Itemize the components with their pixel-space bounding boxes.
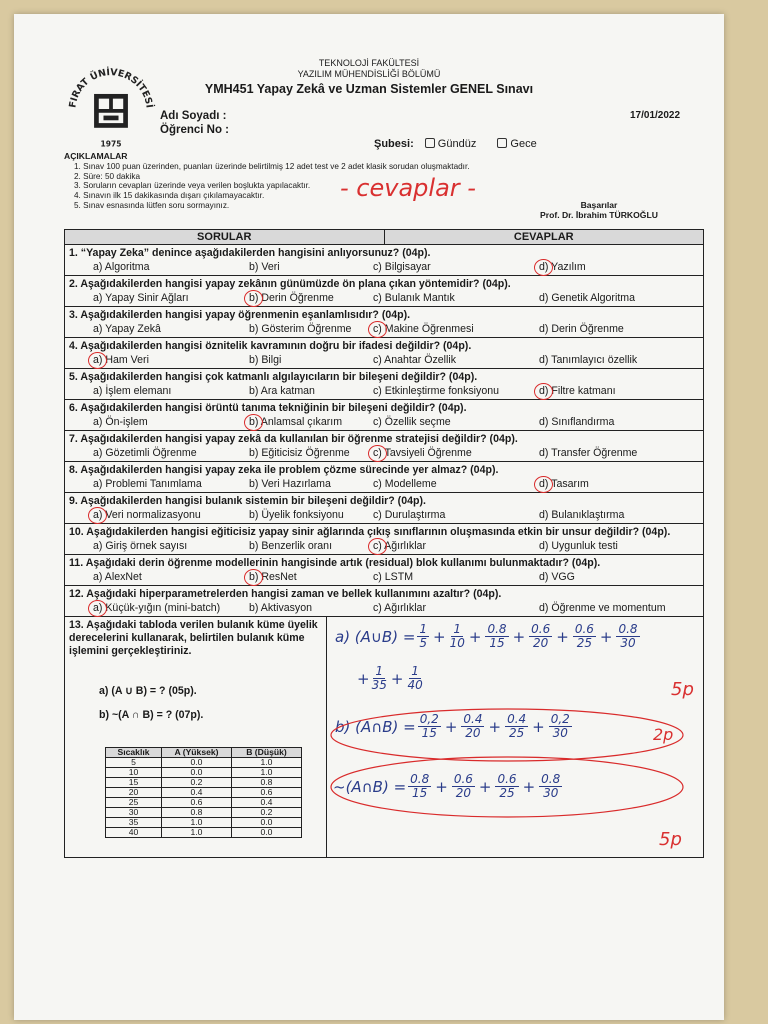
question-text: 6. Aşağıdakilerden hangisi örüntü tanıma tekniğinin bir bileşeni değildir? (04p). xyxy=(69,402,467,414)
answer-a-line1: a) (A∪B) = $\frac{1}{5}$ + $\frac{1}{10}$ + $\frac{0.8}{15}$ + $\frac{0.6}{20}$ + $\frac{0.6}{25}$ + $\frac{0.8}{30}$ xyxy=(335,622,638,650)
fraction-numerator: 0.4 xyxy=(507,712,527,726)
fraction-numerator: 0.8 xyxy=(487,622,507,636)
answer-option[interactable] xyxy=(539,478,589,490)
answer-b-score: 2p xyxy=(653,725,674,744)
exam-date: 17/01/2022 xyxy=(630,110,681,121)
answer-option[interactable] xyxy=(93,323,161,335)
question-text: 2. Aşağıdakilerden hangisi yapay zekânın günümüzde ön plana çıkan yöntemidir? (04p). xyxy=(69,278,511,290)
fraction-term xyxy=(450,623,465,650)
question-row xyxy=(65,431,703,462)
table-cell: 0.6 xyxy=(162,798,232,808)
answer-option[interactable] xyxy=(249,323,351,335)
question-text: 7. Aşağıdakilerden hangisi yapay zekâ da kullanılan bir öğrenme stratejisi değildir? (04p). xyxy=(69,433,518,445)
fraction-term xyxy=(452,773,475,800)
answer-options xyxy=(65,445,703,461)
answer-option-label: d) Tasarım xyxy=(539,478,589,490)
question-13-part-a: a) (A ∪ B) = ? (05p). xyxy=(99,685,197,697)
instruction-item: 5. Sınav esnasında lütfen soru sormayınız. xyxy=(74,200,230,210)
answer-option-label: c) Tavsiyeli Öğrenme xyxy=(373,447,472,459)
fraction-denominator: 40 xyxy=(407,678,423,692)
question-text: 5. Aşağıdakilerden hangisi çok katmanlı algılayıcıların bir bileşeni değildir? (04p). xyxy=(69,371,478,383)
answer-option-label: c) Ağırlıklar xyxy=(373,602,426,614)
answer-option-label: d) Derin Öğrenme xyxy=(539,323,624,335)
fraction-denominator: 15 xyxy=(489,636,505,650)
answer-option-label: b) Üyelik fonksiyonu xyxy=(249,509,344,521)
fraction-numerator: 0.8 xyxy=(541,772,561,786)
question-row xyxy=(65,245,703,276)
handwritten-answers xyxy=(327,617,703,857)
answer-option[interactable] xyxy=(539,323,624,335)
signature-wish: Başarılar xyxy=(580,200,618,210)
marked-answer-circle xyxy=(244,569,263,586)
answer-c-line: ~(A∩B) = $\frac{0.8}{15}$ + $\frac{0.6}{20}$ + $\frac{0.6}{25}$ + $\frac{0.8}{30}$ xyxy=(333,772,561,800)
exam-paper xyxy=(14,14,724,1020)
fraction-numerator: 0.6 xyxy=(453,772,473,786)
answer-option[interactable] xyxy=(373,540,426,552)
answer-option[interactable] xyxy=(93,416,148,428)
table-row xyxy=(106,788,302,798)
fraction-numerator: 1 xyxy=(453,622,462,636)
question-row xyxy=(65,338,703,369)
question-text: 1. “Yapay Zeka” denince aşağıdakilerden hangisini anlıyorsunuz? (04p). xyxy=(69,247,431,259)
instruction-item: 1. Sınav 100 puan üzerinden, puanları üzerinde belirtilmiş 12 adet test ve 2 adet klasik sorudan oluşmaktadır. xyxy=(74,161,470,171)
marked-answer-circle xyxy=(534,383,553,400)
fraction-numerator: 0.8 xyxy=(410,772,430,786)
marked-answer-circle xyxy=(368,321,387,338)
fraction-term xyxy=(573,623,596,650)
answer-option-label: c) LSTM xyxy=(373,571,414,583)
answer-option[interactable] xyxy=(539,292,635,304)
table-cell: 25 xyxy=(106,798,162,808)
answer-option-label: a) Gözetimli Öğrenme xyxy=(93,447,197,459)
answer-option-label: c) Özellik seçme xyxy=(373,416,451,428)
answer-option[interactable] xyxy=(93,292,189,304)
shift-night-checkbox[interactable] xyxy=(497,138,507,148)
signature-name: Prof. Dr. İbrahim TÜRKOĞLU xyxy=(540,210,658,220)
table-cell: 0.6 xyxy=(232,788,302,798)
fraction-denominator: 35 xyxy=(371,678,387,692)
answer-option-label: b) Benzerlik oranı xyxy=(249,540,333,552)
answer-a-prefix: a) (A∪B) = xyxy=(335,627,416,646)
answer-option[interactable] xyxy=(93,478,202,490)
question-text: 12. Aşağıdaki hiperparametrelerden hangisi zaman ve bellek kullanımını azaltır? (04p). xyxy=(69,588,502,600)
marked-answer-circle xyxy=(88,507,107,524)
fraction-numerator: 0.6 xyxy=(497,772,517,786)
logo-arc-text: FIRAT ÜNİVERSİTESİ xyxy=(67,67,155,109)
fraction-numerator: 0,2 xyxy=(550,712,570,726)
answer-option[interactable] xyxy=(93,447,197,459)
answer-options xyxy=(65,538,703,554)
question-text: 11. Aşağıdaki derin öğrenme modellerinin hangisinde artık (residual) blok kullanımı bulunmaktadır? (04p). xyxy=(69,557,601,569)
answer-option[interactable] xyxy=(539,385,616,397)
answer-options xyxy=(65,507,703,523)
answer-option[interactable] xyxy=(93,385,171,397)
shift-day-label: Gündüz xyxy=(437,138,477,150)
question-row xyxy=(65,462,703,493)
exam-title: YMH451 Yapay Zekâ ve Uzman Sistemler GENEL Sınavı xyxy=(204,82,534,96)
answer-option-label: c) Bilgisayar xyxy=(373,261,431,273)
answer-options xyxy=(65,290,703,306)
answer-option-label: d) Yazılım xyxy=(539,261,586,273)
fraction-numerator: 0.6 xyxy=(531,622,551,636)
answer-a-score: 5p xyxy=(671,679,694,700)
question-text: 9. Aşağıdakilerden hangisi bulanık sistemin bir bileşeni değildir? (04p). xyxy=(69,495,426,507)
table-row xyxy=(106,758,302,768)
question-13 xyxy=(65,617,703,857)
fuzzy-table-header: Sıcaklık xyxy=(106,748,162,758)
answer-option[interactable] xyxy=(373,292,455,304)
fraction-denominator: 20 xyxy=(455,786,471,800)
answer-option[interactable] xyxy=(93,540,187,552)
answer-option[interactable] xyxy=(93,571,142,583)
answer-option-label: b) Veri Hazırlama xyxy=(249,478,331,490)
name-label: Adı Soyadı : xyxy=(160,110,227,122)
answer-option-label: a) Giriş örnek sayısı xyxy=(93,540,188,552)
answer-option-label: b) Bilgi xyxy=(249,354,282,366)
table-cell: 0.4 xyxy=(162,788,232,798)
fraction-term xyxy=(616,623,639,650)
answer-option-label: a) AlexNet xyxy=(93,571,142,583)
question-13-prompt xyxy=(65,617,327,857)
answer-option-label: d) Sınıflandırma xyxy=(539,416,615,428)
fraction-denominator: 25 xyxy=(499,786,515,800)
answer-option-label: d) Transfer Öğrenme xyxy=(539,447,638,459)
table-row xyxy=(106,768,302,778)
table-cell: 10 xyxy=(106,768,162,778)
fraction-denominator: 25 xyxy=(508,726,525,740)
answer-option[interactable] xyxy=(249,261,280,273)
answer-option-label: a) Veri normalizasyonu xyxy=(93,509,201,521)
answer-option[interactable] xyxy=(373,261,431,273)
table-row xyxy=(106,798,302,808)
fraction-term xyxy=(539,773,562,800)
col-questions: SORULAR xyxy=(65,230,385,244)
answer-option-label: d) Öğrenme ve momentum xyxy=(539,602,666,614)
fraction-denominator: 20 xyxy=(533,636,549,650)
marked-answer-circle xyxy=(534,476,553,493)
shift-selector xyxy=(374,138,537,150)
answer-c-prefix: ~(A∩B) = xyxy=(333,777,407,796)
answer-option[interactable] xyxy=(373,323,474,335)
table-row xyxy=(106,808,302,818)
marked-answer-circle xyxy=(244,414,263,431)
answer-option-label: d) Filtre katmanı xyxy=(539,385,616,397)
question-row xyxy=(65,369,703,400)
table-cell: 0.2 xyxy=(162,778,232,788)
logo-year: 1975 xyxy=(100,139,122,149)
question-row xyxy=(65,555,703,586)
fraction-numerator: 0,2 xyxy=(419,712,439,726)
marked-answer-circle xyxy=(88,600,107,617)
fraction-numerator: 1 xyxy=(411,664,419,678)
table-cell: 0.0 xyxy=(232,828,302,838)
answer-option-label: a) İşlem elemanı xyxy=(93,385,172,397)
answer-option-label: c) Bulanık Mantık xyxy=(373,292,455,304)
table-cell: 35 xyxy=(106,818,162,828)
answer-options xyxy=(65,476,703,492)
table-cell: 0.8 xyxy=(162,808,232,818)
question-13-text: 13. Aşağıdaki tabloda verilen bulanık küme üyelik derecelerini kullanarak, belirtilen bulanık küme işlemini gerçekleştiriniz. xyxy=(69,619,318,657)
answer-options xyxy=(65,352,703,368)
fraction-numerator: 1 xyxy=(419,622,428,636)
fraction-numerator: 1 xyxy=(375,664,384,678)
table-cell: 30 xyxy=(106,808,162,818)
answer-options xyxy=(65,569,703,585)
answer-option-label: b) Aktivasyon xyxy=(249,602,313,614)
fuzzy-table-header: B (Düşük) xyxy=(232,748,302,758)
marked-answer-circle xyxy=(368,538,387,555)
question-row xyxy=(65,400,703,431)
answer-options xyxy=(65,383,703,399)
answer-option[interactable] xyxy=(373,354,456,366)
answer-options xyxy=(65,321,703,337)
question-text: 3. Aşağıdakilerden hangisi yapay öğrenmenin eşanlamlısıdır? (04p). xyxy=(69,309,411,321)
answer-option[interactable] xyxy=(539,602,666,614)
fraction-term xyxy=(408,773,431,800)
fraction-denominator: 5 xyxy=(419,636,428,650)
answer-options xyxy=(65,600,703,616)
answer-option[interactable] xyxy=(539,509,624,521)
table-cell: 0.0 xyxy=(162,758,232,768)
answer-option[interactable] xyxy=(249,509,344,521)
fraction-term xyxy=(529,623,552,650)
questions-table xyxy=(64,229,704,858)
table-cell: 0.0 xyxy=(232,818,302,828)
number-label: Öğrenci No : xyxy=(160,124,230,136)
question-13-part-b: b) ~(A ∩ B) = ? (07p). xyxy=(99,709,204,721)
answer-option[interactable] xyxy=(539,261,586,273)
table-cell: 15 xyxy=(106,778,162,788)
answer-option[interactable] xyxy=(373,447,472,459)
answer-option-label: a) Yapay Zekâ xyxy=(93,323,161,335)
fraction-term xyxy=(485,623,508,650)
fraction-term xyxy=(417,623,429,650)
answer-options xyxy=(65,414,703,430)
answer-option[interactable] xyxy=(249,447,350,459)
answer-option-label: d) Tanımlayıcı özellik xyxy=(539,354,638,366)
answer-option[interactable] xyxy=(373,478,437,490)
answer-option[interactable] xyxy=(249,540,332,552)
table-cell: 40 xyxy=(106,828,162,838)
fraction-numerator: 0.6 xyxy=(574,622,594,636)
answer-option-label: c) Makine Öğrenmesi xyxy=(373,323,474,335)
handwritten-note: - cevaplar - xyxy=(340,174,476,202)
question-text: 8. Aşağıdakilerden hangisi yapay zeka ile problem çözme sürecinde yer almaz? (04p). xyxy=(69,464,499,476)
answer-option[interactable] xyxy=(373,602,426,614)
question-text: 4. Aşağıdakilerden hangisi öznitelik kavramının doğru bir ifadesi değildir? (04p). xyxy=(69,340,472,352)
instruction-item: 4. Sınavın ilk 15 dakikasında dışarı çıkılamayacaktır. xyxy=(74,191,265,201)
answer-option[interactable] xyxy=(373,385,499,397)
answer-option[interactable] xyxy=(249,292,334,304)
answer-b-line: b) (A∩B) = $\frac{0,2}{15}$ + $\frac{0.4}{20}$ + $\frac{0.4}{25}$ + $\frac{0,2}{30}$ xyxy=(335,712,570,740)
fraction-term xyxy=(495,773,518,800)
answer-options xyxy=(65,259,703,275)
answer-option-label: a) Ön-işlem xyxy=(93,416,148,428)
fuzzy-table-header: A (Yüksek) xyxy=(162,748,232,758)
answer-option[interactable] xyxy=(539,540,618,552)
fraction-denominator: 25 xyxy=(576,636,592,650)
marked-answer-circle xyxy=(88,352,107,369)
answer-option-label: b) ResNet xyxy=(249,571,297,583)
answer-option-label: b) Ara katman xyxy=(249,385,315,397)
table-header xyxy=(65,230,703,245)
fraction-term xyxy=(372,665,387,692)
answer-highlight-loop xyxy=(327,707,703,827)
answer-option[interactable] xyxy=(539,571,575,583)
answer-option[interactable] xyxy=(249,385,315,397)
question-row xyxy=(65,493,703,524)
fraction-denominator: 10 xyxy=(449,636,465,650)
answer-option-label: d) Uygunluk testi xyxy=(539,540,618,552)
answer-option[interactable] xyxy=(249,416,342,428)
answer-a-line2: + $\frac{1}{35}$ + $\frac{1}{40}$ xyxy=(357,664,423,692)
marked-answer-circle xyxy=(368,445,387,462)
answer-c-score: 5p xyxy=(659,829,682,850)
fraction-denominator: 15 xyxy=(421,726,437,740)
answer-option[interactable] xyxy=(93,602,220,614)
question-row xyxy=(65,276,703,307)
answer-option-label: c) Durulaştırma xyxy=(373,509,446,521)
table-cell: 1.0 xyxy=(162,818,232,828)
answer-option[interactable] xyxy=(539,447,637,459)
table-cell: 20 xyxy=(106,788,162,798)
fraction-denominator: 30 xyxy=(620,636,636,650)
question-list xyxy=(65,245,703,617)
answer-option-label: c) Ağırlıklar xyxy=(373,540,426,552)
answer-option-label: a) Ham Veri xyxy=(93,354,149,366)
answer-option[interactable] xyxy=(93,354,149,366)
shift-night-label: Gece xyxy=(510,138,537,150)
answer-option-label: b) Gösterim Öğrenme xyxy=(249,323,352,335)
answer-option-label: c) Etkinleştirme fonksiyonu xyxy=(373,385,499,397)
answer-option-label: a) Problemi Tanımlama xyxy=(93,478,202,490)
table-row xyxy=(106,778,302,788)
table-row xyxy=(106,818,302,828)
answer-option-label: c) Modelleme xyxy=(373,478,437,490)
answer-option[interactable] xyxy=(249,571,297,583)
answer-option[interactable] xyxy=(249,354,281,366)
question-text: 10. Aşağıdakilerden hangisi eğiticisiz yapay sinir ağlarında çıkış sınıflarının oluşmasında etkin bir unsur değildir? (04p). xyxy=(69,526,671,538)
answer-option[interactable] xyxy=(539,416,614,428)
table-cell: 0.0 xyxy=(162,768,232,778)
answer-option-label: d) Genetik Algoritma xyxy=(539,292,635,304)
fraction-denominator: 15 xyxy=(412,786,428,800)
answer-option[interactable] xyxy=(93,509,201,521)
answer-option[interactable] xyxy=(373,509,445,521)
fuzzy-table xyxy=(105,747,302,838)
answer-option[interactable] xyxy=(249,478,331,490)
answer-option[interactable] xyxy=(539,354,637,366)
instructions-heading: AÇIKLAMALAR xyxy=(64,151,128,161)
answer-option[interactable] xyxy=(249,602,312,614)
fraction-numerator: 0.8 xyxy=(618,622,638,636)
table-cell: 1.0 xyxy=(232,758,302,768)
marked-answer-circle xyxy=(244,290,263,307)
table-cell: 0.8 xyxy=(232,778,302,788)
answer-option-label: b) Veri xyxy=(249,261,280,273)
answer-option[interactable] xyxy=(93,261,150,273)
fraction-term xyxy=(407,665,422,692)
marked-answer-circle xyxy=(534,259,553,276)
answer-option-label: b) Anlamsal çıkarım xyxy=(249,416,343,428)
instruction-item: 2. Süre: 50 dakika xyxy=(74,171,140,181)
answer-option-label: c) Anahtar Özellik xyxy=(373,354,457,366)
answer-option[interactable] xyxy=(373,416,451,428)
table-cell: 1.0 xyxy=(232,768,302,778)
department-name: YAZILIM MÜHENDİSLİĞİ BÖLÜMÜ xyxy=(297,69,441,79)
answer-option-label: b) Eğiticisiz Öğrenme xyxy=(249,447,350,459)
table-cell: 1.0 xyxy=(162,828,232,838)
answer-option-label: d) Bulanıklaştırma xyxy=(539,509,625,521)
signature xyxy=(540,200,658,220)
shift-day-checkbox[interactable] xyxy=(425,138,435,148)
table-cell: 0.2 xyxy=(232,808,302,818)
instruction-item: 3. Soruların cevapları üzerinde veya verilen boşlukta yapılacaktır. xyxy=(74,181,311,191)
answer-option-label: d) VGG xyxy=(539,571,575,583)
table-cell: 0.4 xyxy=(232,798,302,808)
faculty-name: TEKNOLOJİ FAKÜLTESİ xyxy=(318,58,420,68)
question-row xyxy=(65,307,703,338)
answer-option-label: a) Küçük-yığın (mini-batch) xyxy=(93,602,221,614)
answer-option-label: b) Derin Öğrenme xyxy=(249,292,334,304)
question-row xyxy=(65,524,703,555)
answer-b-prefix: b) (A∩B) = xyxy=(335,717,416,736)
shift-label: Şubesi: xyxy=(374,138,414,150)
fraction-denominator: 30 xyxy=(543,786,559,800)
fraction-denominator: 30 xyxy=(552,726,568,740)
table-cell: 5 xyxy=(106,758,162,768)
answer-option-label: a) Algoritma xyxy=(93,261,150,273)
answer-option[interactable] xyxy=(373,571,413,583)
answer-option-label: a) Yapay Sinir Ağları xyxy=(93,292,189,304)
table-row xyxy=(106,828,302,838)
fraction-numerator: 0.4 xyxy=(463,712,483,726)
question-row xyxy=(65,586,703,617)
fraction-denominator: 20 xyxy=(465,726,481,740)
col-answers: CEVAPLAR xyxy=(513,231,574,243)
